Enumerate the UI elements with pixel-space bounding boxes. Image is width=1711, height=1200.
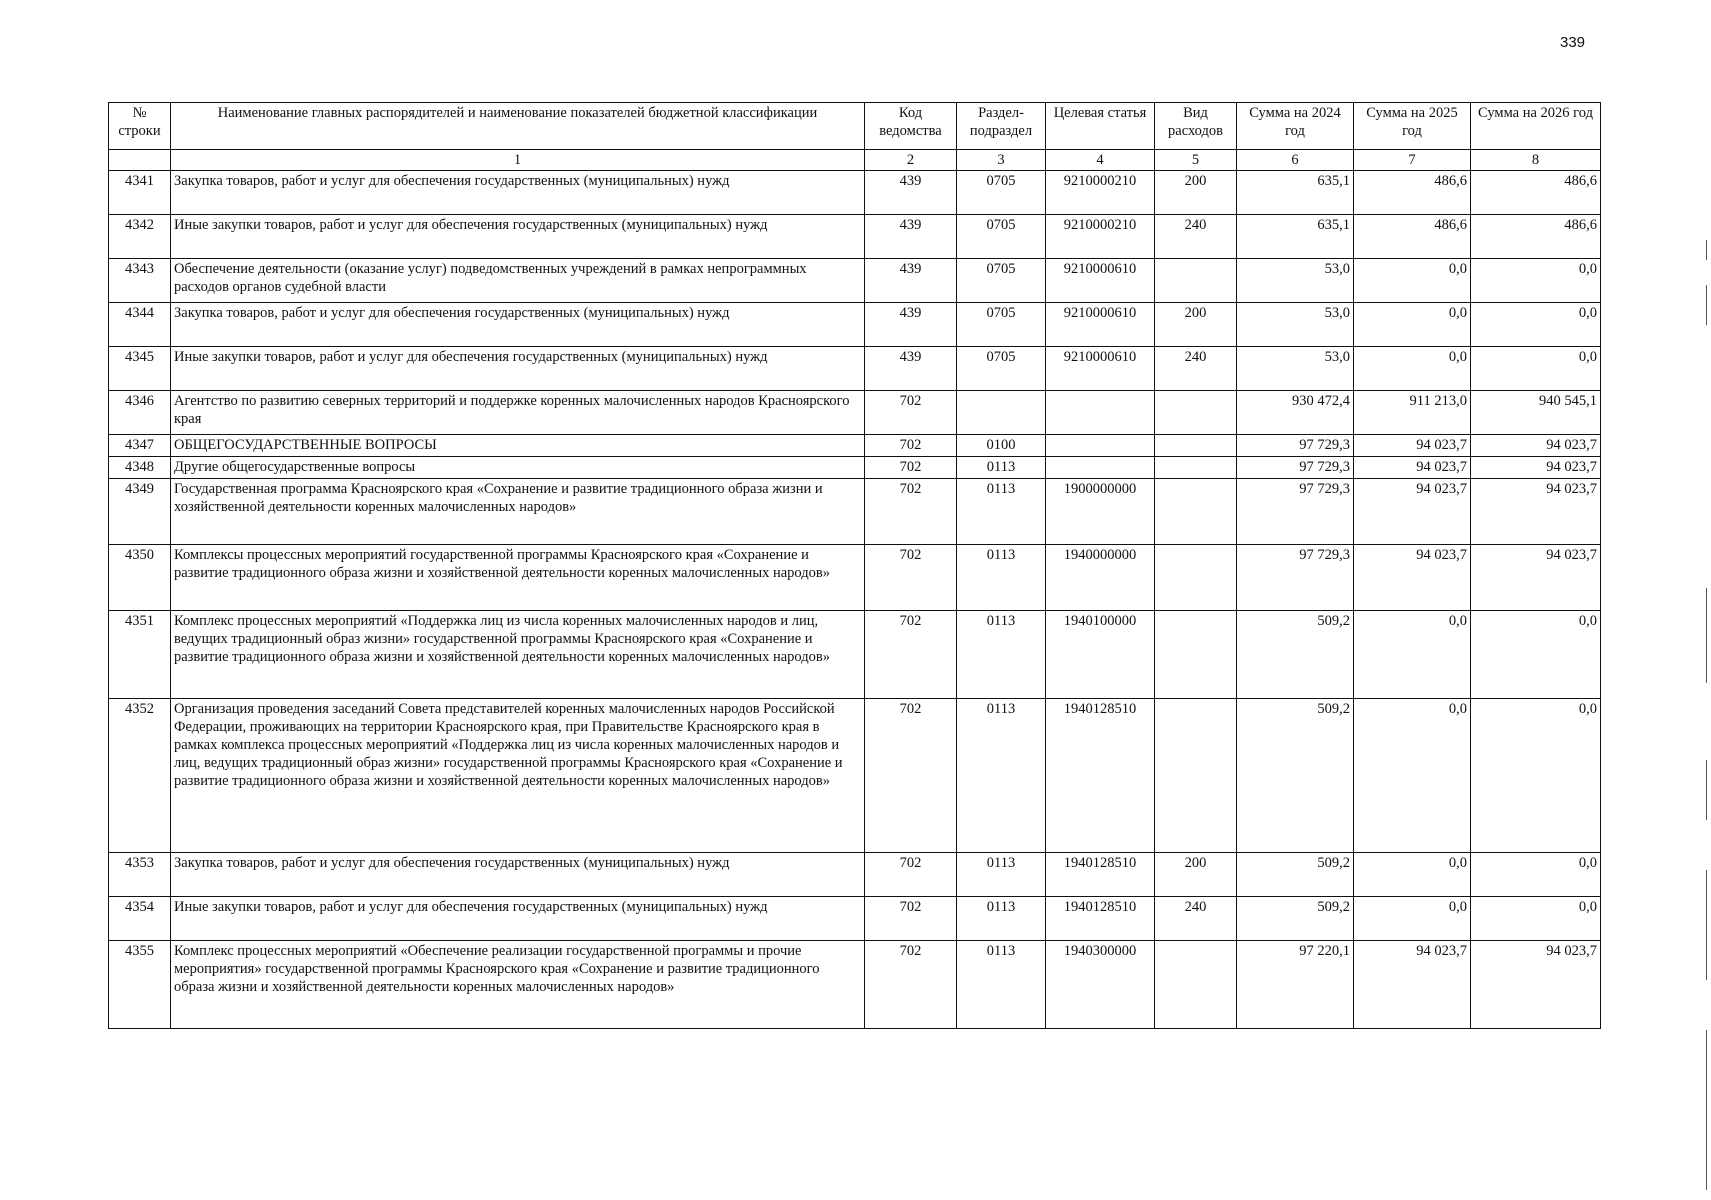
row-target-article: 1940128510: [1046, 897, 1155, 941]
row-target-article: 1940100000: [1046, 611, 1155, 699]
row-number: 4354: [109, 897, 171, 941]
row-number: 4341: [109, 171, 171, 215]
row-target-article: [1046, 391, 1155, 435]
row-sum-2025: 486,6: [1354, 171, 1471, 215]
row-name: Иные закупки товаров, работ и услуг для обеспечения государственных (муниципальных) нужд: [171, 347, 865, 391]
header-kind: Вид расходов: [1155, 103, 1237, 150]
row-sum-2024: 97 220,1: [1237, 941, 1354, 1029]
row-number: 4345: [109, 347, 171, 391]
row-sum-2025: 94 023,7: [1354, 479, 1471, 545]
row-sum-2024: 97 729,3: [1237, 479, 1354, 545]
row-sum-2025: 94 023,7: [1354, 545, 1471, 611]
row-expense-kind: 240: [1155, 897, 1237, 941]
row-target-article: 1900000000: [1046, 479, 1155, 545]
row-section-code: 0113: [957, 457, 1046, 479]
row-sum-2026: 94 023,7: [1471, 545, 1601, 611]
row-number: 4352: [109, 699, 171, 853]
table-row: [109, 259, 1601, 303]
row-name: Обеспечение деятельности (оказание услуг) подведомственных учреждений в рамках непрограммных расходов органов судебной власти: [171, 259, 865, 303]
row-expense-kind: 200: [1155, 853, 1237, 897]
row-sum-2025: 94 023,7: [1354, 435, 1471, 457]
row-sum-2026: 94 023,7: [1471, 435, 1601, 457]
row-sum-2025: 0,0: [1354, 897, 1471, 941]
row-target-article: 1940000000: [1046, 545, 1155, 611]
row-section-code: 0705: [957, 171, 1046, 215]
row-number: 4344: [109, 303, 171, 347]
row-target-article: 9210000610: [1046, 347, 1155, 391]
row-name: Закупка товаров, работ и услуг для обеспечения государственных (муниципальных) нужд: [171, 303, 865, 347]
row-name: Другие общегосударственные вопросы: [171, 457, 865, 479]
row-name: Организация проведения заседаний Совета представителей коренных малочисленных народов Российской Федерации, проживающих на территории Красноярского края, при Правительстве Красноярского края в рамках комплекса процессных мероприятий «Поддержка лиц из числа коренных малочисленных народов и лиц, ведущих традиционный образ жизни» государственной программы Красноярского края «Сохранение и развитие традиционного образа жизни и хозяйственной деятельности коренных малочисленных народов»: [171, 699, 865, 853]
row-sum-2025: 0,0: [1354, 347, 1471, 391]
row-sum-2026: 0,0: [1471, 699, 1601, 853]
row-sum-2024: 53,0: [1237, 259, 1354, 303]
row-name: Государственная программа Красноярского края «Сохранение и развитие традиционного образа жизни и хозяйственной деятельности коренных малочисленных народов»: [171, 479, 865, 545]
table-row: [109, 545, 1601, 611]
scan-edge-mark: [1706, 588, 1707, 683]
column-number-row: [109, 150, 1601, 171]
row-number: 4349: [109, 479, 171, 545]
row-expense-kind: 240: [1155, 215, 1237, 259]
row-number: 4350: [109, 545, 171, 611]
row-sum-2024: 635,1: [1237, 215, 1354, 259]
row-sum-2026: 940 545,1: [1471, 391, 1601, 435]
table-row: [109, 215, 1601, 259]
row-target-article: 1940128510: [1046, 853, 1155, 897]
row-expense-kind: 200: [1155, 303, 1237, 347]
row-section-code: 0113: [957, 699, 1046, 853]
row-sum-2024: 509,2: [1237, 853, 1354, 897]
row-expense-kind: [1155, 545, 1237, 611]
table-row: [109, 435, 1601, 457]
row-section-code: 0113: [957, 897, 1046, 941]
column-number: [109, 150, 171, 171]
row-target-article: 9210000610: [1046, 259, 1155, 303]
row-expense-kind: [1155, 611, 1237, 699]
column-number: 2: [865, 150, 957, 171]
row-name: Комплексы процессных мероприятий государственной программы Красноярского края «Сохранение и развитие традиционного образа жизни и хозяйственной деятельности коренных малочисленных народов»: [171, 545, 865, 611]
row-name: Закупка товаров, работ и услуг для обеспечения государственных (муниципальных) нужд: [171, 853, 865, 897]
header-target: Целевая статья: [1046, 103, 1155, 150]
row-sum-2025: 0,0: [1354, 303, 1471, 347]
scan-edge-mark: [1706, 285, 1707, 325]
row-section-code: 0113: [957, 611, 1046, 699]
row-sum-2026: 486,6: [1471, 215, 1601, 259]
row-department-code: 439: [865, 215, 957, 259]
table-row: [109, 853, 1601, 897]
row-sum-2025: 486,6: [1354, 215, 1471, 259]
row-department-code: 702: [865, 545, 957, 611]
row-section-code: 0705: [957, 259, 1046, 303]
row-sum-2024: 509,2: [1237, 699, 1354, 853]
scan-edge-mark: [1706, 870, 1707, 980]
row-expense-kind: [1155, 457, 1237, 479]
row-section-code: 0705: [957, 347, 1046, 391]
row-sum-2025: 0,0: [1354, 699, 1471, 853]
row-department-code: 702: [865, 457, 957, 479]
row-section-code: 0705: [957, 303, 1046, 347]
scan-edge-mark: [1706, 240, 1707, 260]
row-sum-2025: 0,0: [1354, 853, 1471, 897]
table-row: [109, 171, 1601, 215]
table-row: [109, 897, 1601, 941]
row-expense-kind: [1155, 941, 1237, 1029]
row-sum-2026: 94 023,7: [1471, 479, 1601, 545]
row-department-code: 702: [865, 853, 957, 897]
row-expense-kind: 200: [1155, 171, 1237, 215]
column-number: 8: [1471, 150, 1601, 171]
row-expense-kind: [1155, 699, 1237, 853]
row-name: Агентство по развитию северных территорий и поддержке коренных малочисленных народов Красноярского края: [171, 391, 865, 435]
row-sum-2025: 0,0: [1354, 259, 1471, 303]
row-sum-2024: 53,0: [1237, 347, 1354, 391]
header-sum-2025: Сумма на 2025 год: [1354, 103, 1471, 150]
row-expense-kind: 240: [1155, 347, 1237, 391]
table-row: [109, 699, 1601, 853]
row-department-code: 439: [865, 259, 957, 303]
row-sum-2026: 486,6: [1471, 171, 1601, 215]
table-row: [109, 303, 1601, 347]
row-department-code: 702: [865, 435, 957, 457]
row-sum-2024: 97 729,3: [1237, 545, 1354, 611]
row-sum-2025: 0,0: [1354, 611, 1471, 699]
row-department-code: 702: [865, 479, 957, 545]
row-sum-2024: 97 729,3: [1237, 435, 1354, 457]
header-no: № строки: [109, 103, 171, 150]
row-number: 4355: [109, 941, 171, 1029]
row-target-article: [1046, 435, 1155, 457]
column-number: 3: [957, 150, 1046, 171]
row-expense-kind: [1155, 259, 1237, 303]
page-number: 339: [1560, 34, 1586, 51]
row-target-article: 9210000210: [1046, 215, 1155, 259]
table-row: [109, 347, 1601, 391]
row-department-code: 702: [865, 699, 957, 853]
row-number: 4343: [109, 259, 171, 303]
row-department-code: 702: [865, 941, 957, 1029]
row-sum-2024: 635,1: [1237, 171, 1354, 215]
row-number: 4346: [109, 391, 171, 435]
header-sum-2024: Сумма на 2024 год: [1237, 103, 1354, 150]
table-row: [109, 611, 1601, 699]
header-sum-2026: Сумма на 2026 год: [1471, 103, 1601, 150]
column-number: 4: [1046, 150, 1155, 171]
row-sum-2026: 94 023,7: [1471, 941, 1601, 1029]
row-sum-2026: 0,0: [1471, 853, 1601, 897]
row-section-code: [957, 391, 1046, 435]
row-department-code: 702: [865, 611, 957, 699]
scan-edge-mark: [1706, 760, 1707, 820]
row-section-code: 0113: [957, 479, 1046, 545]
row-sum-2026: 0,0: [1471, 259, 1601, 303]
table-row: [109, 457, 1601, 479]
row-sum-2025: 94 023,7: [1354, 457, 1471, 479]
row-department-code: 439: [865, 303, 957, 347]
row-number: 4342: [109, 215, 171, 259]
row-sum-2024: 930 472,4: [1237, 391, 1354, 435]
row-target-article: 1940300000: [1046, 941, 1155, 1029]
header-code: Код ведомства: [865, 103, 957, 150]
header-section: Раздел-подраздел: [957, 103, 1046, 150]
row-sum-2024: 509,2: [1237, 897, 1354, 941]
header-name: Наименование главных распорядителей и наименование показателей бюджетной классификации: [171, 103, 865, 150]
table-row: [109, 391, 1601, 435]
row-sum-2026: 0,0: [1471, 897, 1601, 941]
row-department-code: 439: [865, 171, 957, 215]
row-expense-kind: [1155, 435, 1237, 457]
table-row: [109, 941, 1601, 1029]
row-sum-2026: 0,0: [1471, 303, 1601, 347]
row-number: 4353: [109, 853, 171, 897]
row-number: 4347: [109, 435, 171, 457]
row-sum-2024: 53,0: [1237, 303, 1354, 347]
column-number: 5: [1155, 150, 1237, 171]
row-section-code: 0113: [957, 853, 1046, 897]
row-name: Иные закупки товаров, работ и услуг для обеспечения государственных (муниципальных) нужд: [171, 897, 865, 941]
row-number: 4348: [109, 457, 171, 479]
row-department-code: 702: [865, 391, 957, 435]
row-sum-2025: 911 213,0: [1354, 391, 1471, 435]
row-sum-2026: 0,0: [1471, 611, 1601, 699]
row-name: Комплекс процессных мероприятий «Поддержка лиц из числа коренных малочисленных народов и лиц, ведущих традиционный образ жизни» государственной программы Красноярского края «Сохранение и развитие традиционного образа жизни и хозяйственной деятельности коренных малочисленных народов»: [171, 611, 865, 699]
row-target-article: 9210000210: [1046, 171, 1155, 215]
row-name: ОБЩЕГОСУДАРСТВЕННЫЕ ВОПРОСЫ: [171, 435, 865, 457]
row-name: Комплекс процессных мероприятий «Обеспечение реализации государственной программы и прочие мероприятия» государственной программы Красноярского края «Сохранение и развитие традиционного образа жизни и хозяйственной деятельности коренных малочисленных народов»: [171, 941, 865, 1029]
column-number: 6: [1237, 150, 1354, 171]
row-department-code: 702: [865, 897, 957, 941]
row-target-article: 9210000610: [1046, 303, 1155, 347]
row-sum-2024: 97 729,3: [1237, 457, 1354, 479]
header-row: [109, 103, 1601, 150]
column-number: 1: [171, 150, 865, 171]
row-department-code: 439: [865, 347, 957, 391]
row-section-code: 0100: [957, 435, 1046, 457]
row-sum-2025: 94 023,7: [1354, 941, 1471, 1029]
row-target-article: [1046, 457, 1155, 479]
row-expense-kind: [1155, 479, 1237, 545]
scan-edge-mark: [1706, 1030, 1707, 1190]
row-section-code: 0705: [957, 215, 1046, 259]
column-number: 7: [1354, 150, 1471, 171]
row-number: 4351: [109, 611, 171, 699]
table-row: [109, 479, 1601, 545]
budget-table: [108, 102, 1601, 1029]
row-section-code: 0113: [957, 941, 1046, 1029]
row-name: Закупка товаров, работ и услуг для обеспечения государственных (муниципальных) нужд: [171, 171, 865, 215]
row-target-article: 1940128510: [1046, 699, 1155, 853]
row-section-code: 0113: [957, 545, 1046, 611]
row-name: Иные закупки товаров, работ и услуг для обеспечения государственных (муниципальных) нужд: [171, 215, 865, 259]
row-sum-2026: 94 023,7: [1471, 457, 1601, 479]
row-sum-2024: 509,2: [1237, 611, 1354, 699]
row-sum-2026: 0,0: [1471, 347, 1601, 391]
row-expense-kind: [1155, 391, 1237, 435]
